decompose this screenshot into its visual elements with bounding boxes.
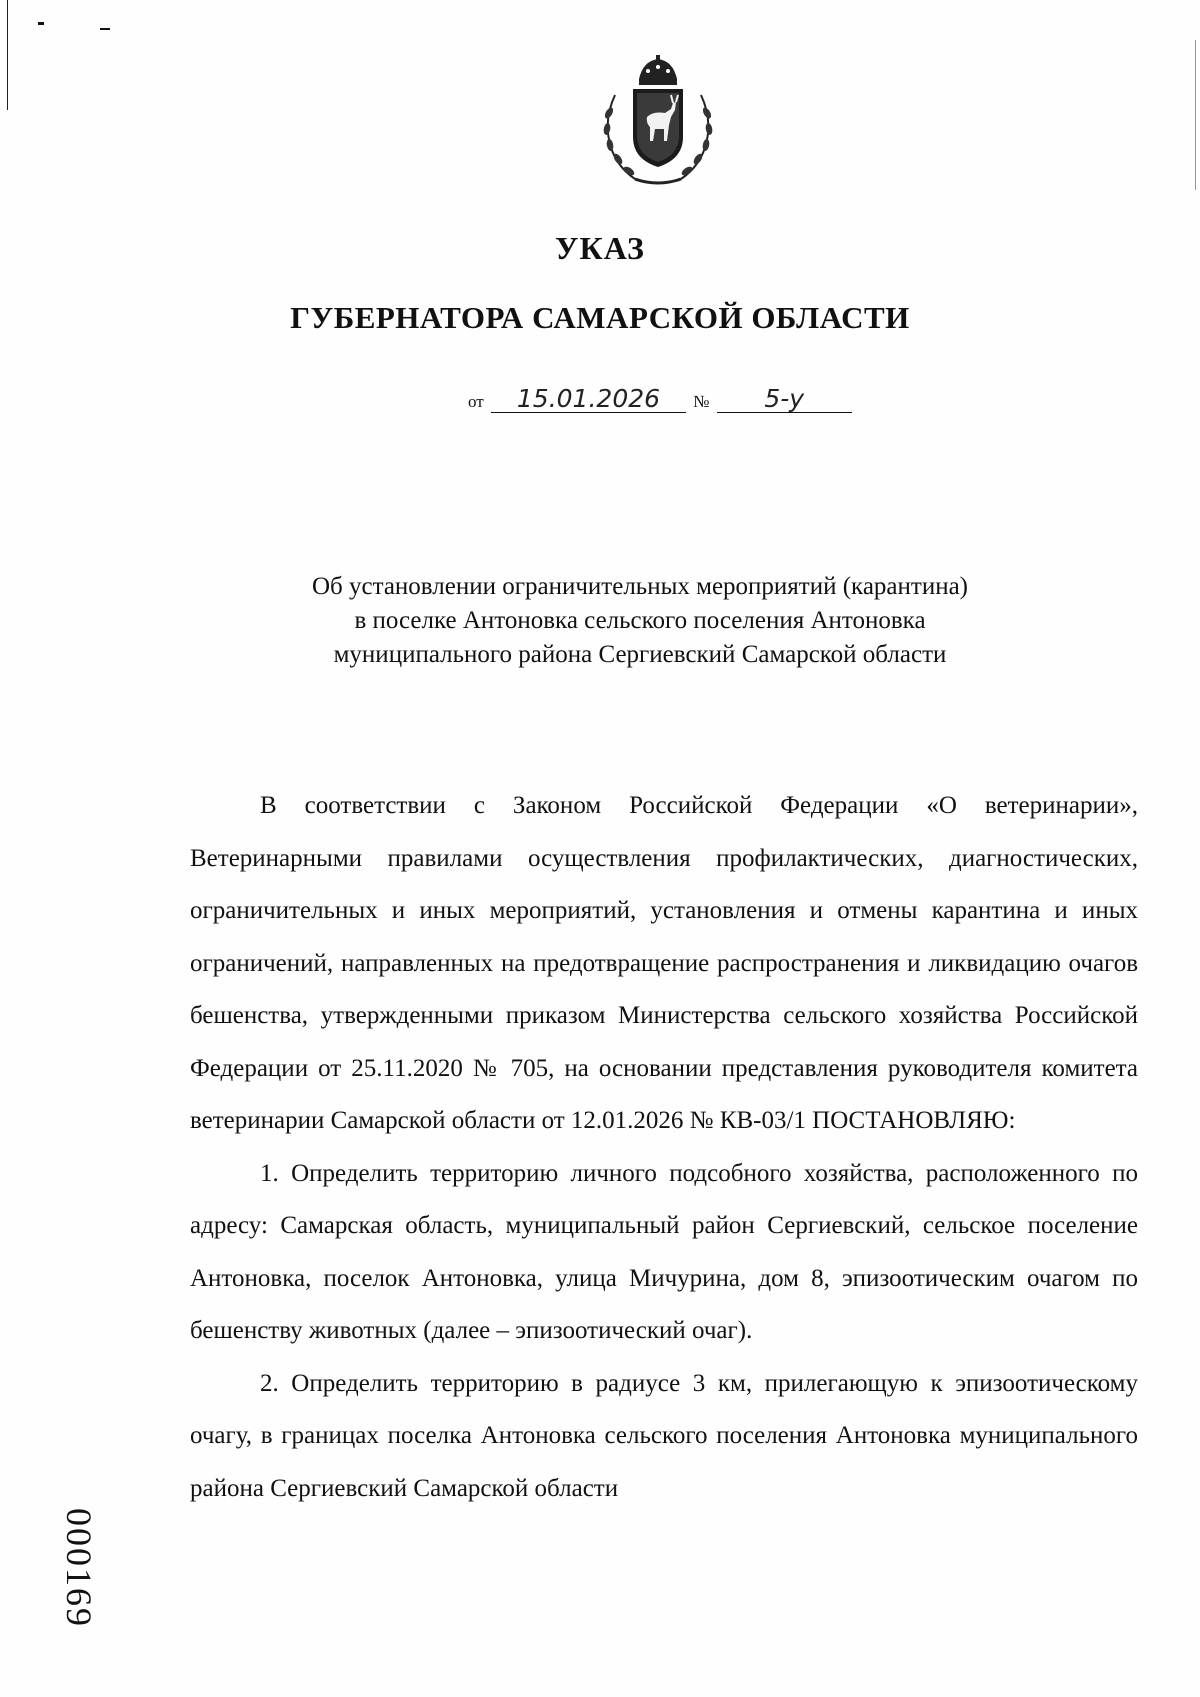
body-paragraph: В соответствии с Законом Российской Федерации «О ветеринарии», Ветеринарными правилами осуществления профилактических, диагностических, ограничительных и иных мероприятий, установления и отмены карантина и иных ограничений, направленных на предотвращение распространения и ликвидацию очагов бешенства, утвержденными приказом Министерства сельского хозяйства Российской Федерации от 25.11.2020 № 705, на основании представления руководителя комитета ветеринарии Самарской области от 12.01.2026 № КВ-03/1 ПОСТАНОВЛЯЮ: <box>190 792 1138 1134</box>
number-prefix: № <box>693 392 710 411</box>
decree-title: УКАЗ <box>555 230 645 266</box>
coat-of-arms-emblem <box>593 55 723 185</box>
date-prefix: от <box>468 392 484 411</box>
number-field: 5-у <box>717 386 852 413</box>
decree-body <box>190 780 1138 1515</box>
subject-line: муниципального района Сергиевский Самарской области <box>333 641 947 668</box>
scan-edge-line <box>7 0 8 110</box>
date-field: 15.01.2026 <box>491 386 686 413</box>
scan-mark <box>100 28 110 30</box>
issuer-title: ГУБЕРНАТОРА САМАРСКОЙ ОБЛАСТИ <box>290 300 910 335</box>
body-paragraph: 2. Определить территорию в радиусе 3 км, прилегающую к эпизоотическому очагу, в границах поселка Антоновка сельского поселения Антоновка муниципального района Сергиевский Самарской области <box>190 1369 1138 1502</box>
date-number-line <box>465 386 852 413</box>
subject-line: в поселке Антоновка сельского поселения Антоновка <box>354 607 926 634</box>
body-paragraph: 1. Определить территорию личного подсобного хозяйства, расположенного по адресу: Самарская область, муниципальный район Сергиевский, сельское поселение Антоновка, поселок Антоновка, улица Мичурина, дом 8, эпизоотическим очагом по бешенству животных (далее – эпизоотический очаг). <box>190 1159 1138 1344</box>
scan-edge-line <box>1195 40 1196 190</box>
subject-line: Об установлении ограничительных мероприятий (карантина) <box>311 573 969 600</box>
registration-number: 000169 <box>59 1508 99 1628</box>
decree-subject <box>250 570 1030 672</box>
scan-mark <box>38 22 44 25</box>
